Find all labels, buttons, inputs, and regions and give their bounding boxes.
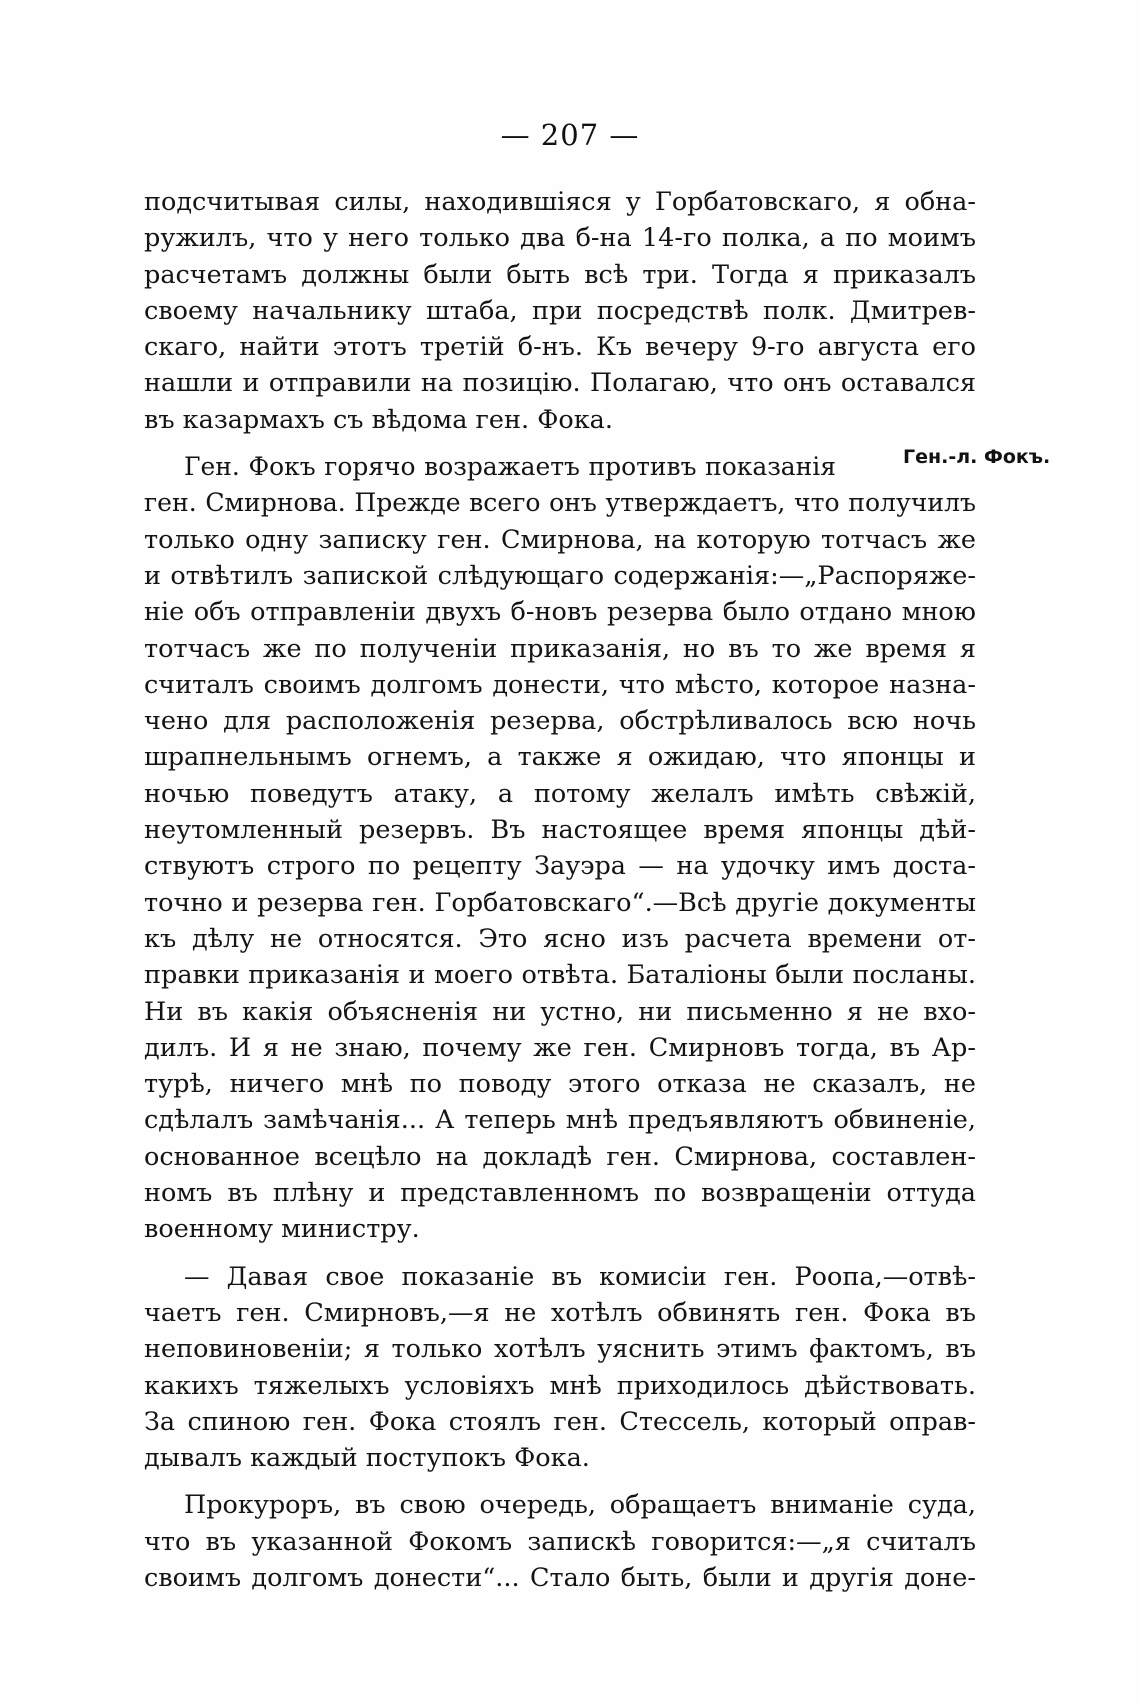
text-line: скаго, найти этотъ третій б-нъ. Къ вечеру 9-го августа его — [144, 332, 976, 363]
text-line: только одну записку ген. Смирнова, на которую тотчасъ же — [144, 524, 976, 555]
text-line: въ казармахъ съ вѣдома ген. Фока. — [144, 404, 613, 435]
text-line: какихъ тяжелыхъ условіяхъ мнѣ приходилось дѣйствовать. — [144, 1370, 976, 1401]
text-line: Ген. Фокъ горячо возражаетъ противъ показанія — [184, 452, 836, 482]
text-line: своему начальнику штаба, при посредствѣ полк. Дмитрев- — [144, 295, 976, 326]
paragraph-1 — [144, 184, 976, 438]
margin-note: Ген.-л. Фокъ. — [903, 446, 1051, 468]
text-line: дилъ. И я не знаю, почему же ген. Смирновъ тогда, въ Ар- — [144, 1032, 976, 1063]
text-line: За спиною ген. Фока стоялъ ген. Стессель, который оправ- — [144, 1406, 976, 1437]
text-line: своимъ долгомъ донести“... Стало быть, были и другія доне- — [144, 1562, 976, 1593]
text-line: Прокуроръ, въ свою очередь, обращаетъ вниманіе суда, — [184, 1490, 976, 1521]
body-text — [144, 184, 976, 1596]
text-line: сдѣлалъ замѣчанія... А теперь мнѣ предъявляютъ обвиненіе, — [144, 1105, 976, 1136]
text-line: основанное всецѣло на докладѣ ген. Смирнова, составлен- — [144, 1141, 976, 1172]
page-number: — 207 — — [500, 118, 640, 152]
text-line: Ни въ какія объясненія ни устно, ни письменно я не вхо- — [144, 996, 976, 1027]
text-line: ночью поведутъ атаку, а потому желалъ имѣть свѣжій, — [144, 778, 976, 809]
text-line: нашли и отправили на позицію. Полагаю, что онъ оставался — [144, 368, 976, 399]
text-line: расчетамъ должны были быть всѣ три. Тогда я приказалъ — [144, 259, 976, 290]
text-line: считалъ своимъ долгомъ донести, что мѣсто, которое назна- — [144, 669, 976, 700]
text-line: шрапнельнымъ огнемъ, а также я ожидаю, что японцы и — [144, 742, 976, 773]
text-line: дывалъ каждый поступокъ Фока. — [144, 1443, 590, 1474]
text-line: ружилъ, что у него только два б-на 14-го полка, а по моимъ — [144, 223, 976, 254]
text-line: подсчитывая силы, находившіяся у Горбатовскаго, я обна- — [144, 187, 976, 217]
paragraph-2 — [144, 449, 976, 1248]
paragraph-3 — [144, 1259, 976, 1477]
text-line: и отвѣтилъ запиской слѣдующаго содержанія:—„Распоряже- — [144, 560, 976, 591]
text-line: неутомленный резервъ. Въ настоящее время японцы дѣй- — [144, 815, 976, 846]
text-line: номъ въ плѣну и представленномъ по возвращеніи оттуда — [144, 1178, 976, 1209]
text-line: ген. Смирнова. Прежде всего онъ утверждаетъ, что получилъ — [144, 488, 976, 518]
text-line: правки приказанія и моего отвѣта. Баталіоны были посланы. — [144, 960, 976, 991]
text-line: точно и резерва ген. Горбатовскаго“.—Всѣ другіе документы — [144, 887, 976, 918]
text-line: къ дѣлу не относятся. Это ясно изъ расчета времени от- — [144, 923, 976, 954]
text-line: чаетъ ген. Смирновъ,—я не хотѣлъ обвинять ген. Фока въ — [144, 1297, 976, 1328]
text-line: — Давая свое показаніе въ комисіи ген. Роопа,—отвѣ- — [184, 1261, 976, 1292]
text-line: тотчасъ же по полученіи приказанія, но въ то же время я — [144, 633, 976, 664]
text-line: неповиновеніи; я только хотѣлъ уяснить этимъ фактомъ, въ — [144, 1334, 976, 1365]
text-line: военному министру. — [144, 1214, 420, 1245]
text-line: чено для расположенія резерва, обстрѣливалось всю ночь — [144, 706, 976, 737]
text-line: что въ указанной Фокомъ запискѣ говорится:—„я считалъ — [144, 1526, 976, 1557]
text-line: ніе объ отправленіи двухъ б-новъ резерва было отдано мною — [144, 597, 976, 628]
text-line: турѣ, ничего мнѣ по поводу этого отказа не сказалъ, не — [144, 1069, 976, 1100]
text-line: ствуютъ строго по рецепту Зауэра — на удочку имъ доста- — [144, 851, 976, 882]
paragraph-4 — [144, 1487, 976, 1596]
